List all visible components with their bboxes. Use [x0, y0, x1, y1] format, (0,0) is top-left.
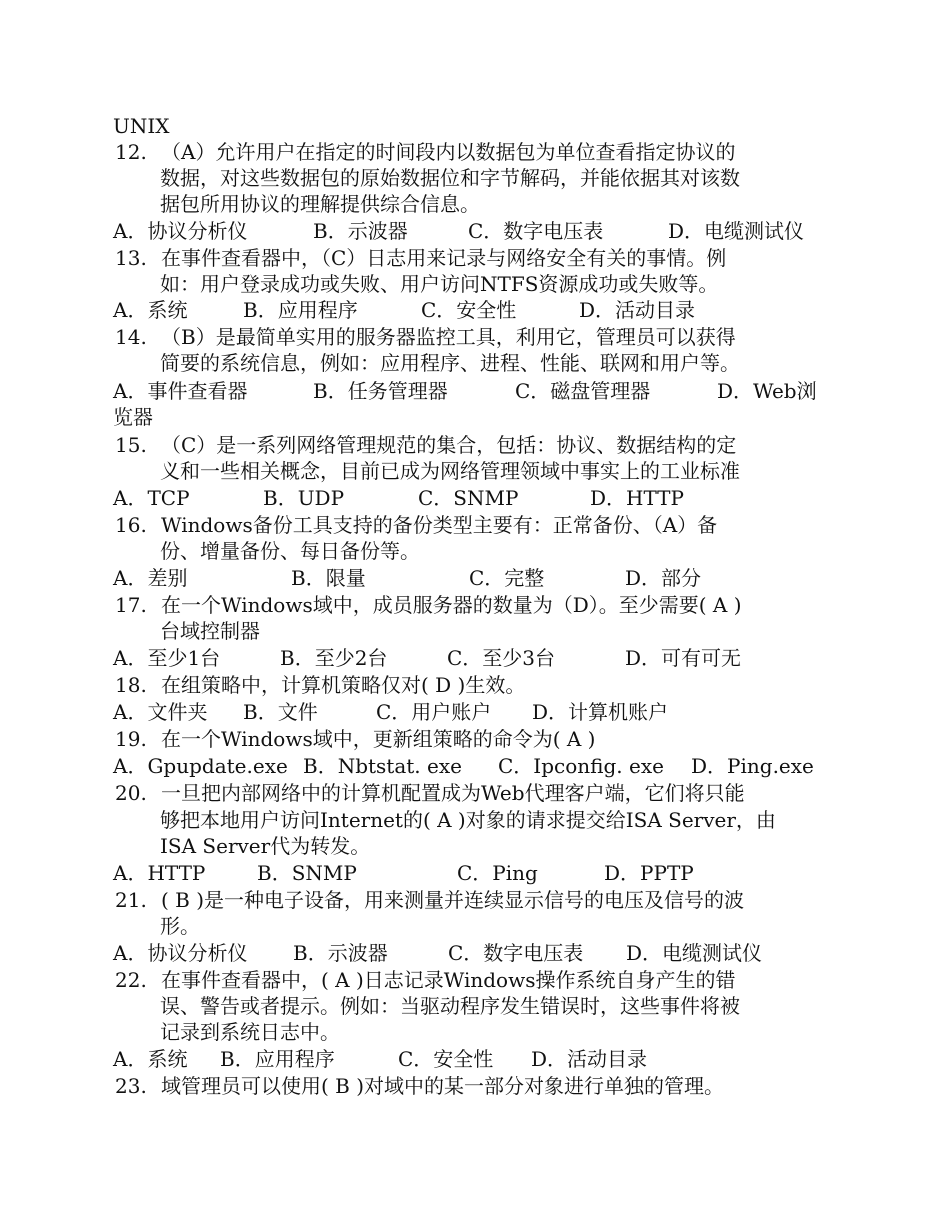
question-number: 22. — [115, 968, 147, 992]
question-14 — [115, 324, 736, 350]
question-number: 21. — [115, 888, 147, 912]
question-21 — [115, 887, 744, 913]
question-16 — [115, 512, 717, 538]
question-22 — [115, 967, 735, 993]
options-row — [113, 218, 804, 244]
option-c: C．数字电压表 — [448, 941, 584, 965]
question-text-continued: 简要的系统信息，例如：应用程序、进程、性能、联网和用户等。 — [160, 351, 740, 375]
question-text: 在一个Windows域中，成员服务器的数量为（D）。至少需要( A ) — [161, 593, 742, 617]
question-15 — [115, 432, 736, 458]
options-row — [113, 485, 684, 511]
question-number: 23. — [115, 1074, 147, 1098]
question-text: ( B )是一种电子设备，用来测量并连续显示信号的电压及信号的波 — [161, 888, 745, 912]
options-row — [113, 1046, 647, 1072]
option-a: A．系统 — [113, 298, 188, 322]
option-a: A．至少1台 — [113, 646, 221, 670]
option-d: D．活动目录 — [579, 298, 696, 322]
option-b: B．至少2台 — [280, 646, 388, 670]
option-b: B．应用程序 — [243, 298, 358, 322]
question-text-continued: 台域控制器 — [160, 619, 260, 643]
options-row — [113, 860, 694, 886]
options-row — [113, 753, 814, 779]
question-20 — [115, 780, 745, 806]
options-row — [113, 699, 668, 725]
option-d: D．电缆测试仪 — [668, 219, 805, 243]
options-row — [113, 378, 817, 404]
option-d: D．电缆测试仪 — [626, 941, 763, 965]
option-a: A．HTTP — [113, 861, 206, 885]
options-row — [113, 940, 762, 966]
question-number: 20. — [115, 781, 147, 805]
question-number: 18. — [115, 673, 147, 697]
option-c: C．安全性 — [421, 298, 517, 322]
question-text: （B）是最简单实用的服务器监控工具，利用它，管理员可以获得 — [161, 325, 736, 349]
question-number: 14. — [115, 325, 147, 349]
option-c: C．用户账户 — [376, 700, 492, 724]
option-b: B．SNMP — [257, 861, 357, 885]
option-c: C．至少3台 — [447, 646, 556, 670]
option-c: C．Ipconfig. exe — [498, 754, 664, 778]
question-text: 在事件查看器中，( A )日志记录Windows操作系统自身产生的错 — [161, 968, 736, 992]
option-b: B．应用程序 — [220, 1047, 335, 1071]
option-b: B．UDP — [263, 486, 345, 510]
question-text-continued: 误、警告或者提示。例如：当驱动程序发生错误时，这些事件将被 — [160, 994, 740, 1018]
option-a: A．文件夹 — [113, 700, 208, 724]
options-row — [113, 297, 695, 323]
question-number: 16. — [115, 513, 147, 537]
question-12 — [115, 139, 735, 165]
question-text: 在组策略中，计算机策略仅对( D )生效。 — [161, 673, 526, 697]
option-a: A．协议分析仪 — [113, 219, 248, 243]
question-text-continued: 记录到系统日志中。 — [160, 1020, 340, 1044]
option-text-continued: 览器 — [113, 405, 153, 429]
option-a: A．TCP — [113, 486, 190, 510]
question-text-continued: 义和一些相关概念，目前已成为网络管理领域中事实上的工业标准 — [160, 459, 740, 483]
option-c: C．数字电压表 — [468, 219, 604, 243]
option-c: C．Ping — [457, 861, 538, 885]
option-c: C．安全性 — [398, 1047, 494, 1071]
option-d: D．可有可无 — [625, 646, 742, 670]
question-text: 在事件查看器中，（C）日志用来记录与网络安全有关的事情。例 — [161, 246, 727, 270]
option-d: D．活动目录 — [531, 1047, 648, 1071]
option-b: B．示波器 — [313, 219, 408, 243]
question-text: 域管理员可以使用( B )对域中的某一部分对象进行单独的管理。 — [161, 1074, 725, 1098]
question-number: 17. — [115, 593, 147, 617]
question-18 — [115, 672, 525, 698]
question-text: （A）允许用户在指定的时间段内以数据包为单位查看指定协议的 — [161, 140, 736, 164]
question-text-continued: 够把本地用户访问Internet的( A )对象的请求提交给ISA Server，由 — [160, 808, 776, 832]
options-row — [113, 645, 741, 671]
question-text: （C）是一系列网络管理规范的集合，包括：协议、数据结构的定 — [161, 433, 737, 457]
option-c: C．磁盘管理器 — [515, 379, 651, 403]
question-number: 15. — [115, 433, 147, 457]
question-number: 19. — [115, 727, 147, 751]
option-a: A．Gpupdate.exe — [113, 754, 288, 778]
option-b: B．Nbtstat. exe — [303, 754, 462, 778]
option-d: D．Ping.exe — [691, 754, 814, 778]
question-text-continued: 形。 — [160, 914, 200, 938]
question-text: Windows备份工具支持的备份类型主要有：正常备份、（A）备 — [161, 513, 718, 537]
question-text-continued: 数据，对这些数据包的原始数据位和字节解码，并能依据其对该数 — [160, 166, 740, 190]
preamble-text: UNIX — [113, 114, 170, 138]
option-d: D．HTTP — [590, 486, 684, 510]
option-b: B．限量 — [291, 566, 366, 590]
option-a: A．差别 — [113, 566, 188, 590]
option-c: C．完整 — [469, 566, 545, 590]
option-d: D．Web浏 — [717, 379, 817, 403]
option-b: B．文件 — [243, 700, 318, 724]
option-c: C．SNMP — [418, 486, 519, 510]
option-a: A．系统 — [113, 1047, 188, 1071]
question-number: 12. — [115, 140, 147, 164]
option-d: D．计算机账户 — [532, 700, 669, 724]
option-b: B．任务管理器 — [313, 379, 448, 403]
option-b: B．示波器 — [293, 941, 388, 965]
question-text-continued: 据包所用协议的理解提供综合信息。 — [160, 192, 480, 216]
options-row — [113, 565, 701, 591]
question-number: 13. — [115, 246, 147, 270]
question-17 — [115, 592, 742, 618]
question-13 — [115, 245, 726, 271]
question-text-continued: 份、增量备份、每日备份等。 — [160, 539, 420, 563]
question-text-continued: ISA Server代为转发。 — [160, 834, 371, 858]
option-a: A．事件查看器 — [113, 379, 248, 403]
question-23 — [115, 1073, 724, 1099]
option-d: D．部分 — [625, 566, 702, 590]
question-text-continued: 如：用户登录成功或失败、用户访问NTFS资源成功或失败等。 — [160, 272, 719, 296]
question-text: 一旦把内部网络中的计算机配置成为Web代理客户端，它们将只能 — [161, 781, 745, 805]
option-d: D．PPTP — [604, 861, 694, 885]
option-a: A．协议分析仪 — [113, 941, 248, 965]
question-text: 在一个Windows域中，更新组策略的命令为( A ) — [161, 727, 596, 751]
question-19 — [115, 726, 595, 752]
